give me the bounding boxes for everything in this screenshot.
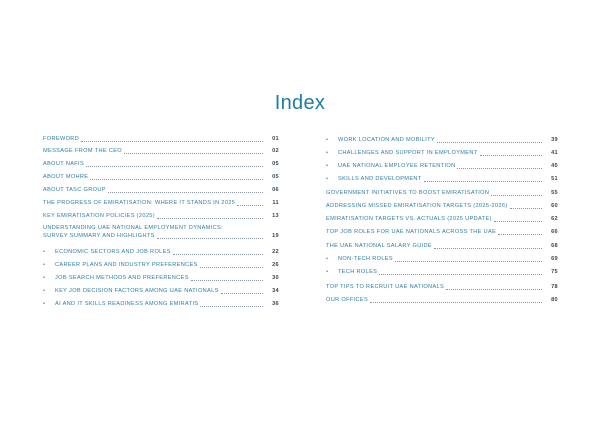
bullet-icon: • xyxy=(326,269,329,275)
index-entry-label: AI AND IT SKILLS READINESS AMONG EMIRATIS xyxy=(55,301,199,307)
dotted-leader xyxy=(446,289,542,290)
index-entry-page-number: 11 xyxy=(272,200,279,206)
index-entry-page-number: 13 xyxy=(272,213,279,219)
index-entry[interactable] xyxy=(43,148,279,156)
bullet-icon: • xyxy=(326,137,329,143)
bullet-icon: • xyxy=(43,288,46,294)
index-entry-page-number: 05 xyxy=(272,174,279,180)
index-entry-page-number: 34 xyxy=(272,288,279,294)
dotted-leader xyxy=(221,293,263,294)
dotted-leader xyxy=(108,192,263,193)
index-entry-label: ABOUT MOHRE xyxy=(43,174,89,180)
dotted-leader xyxy=(86,166,263,167)
index-entry-label: GOVERNMENT INITIATIVES TO BOOST EMIRATISATION xyxy=(326,190,490,196)
index-entry[interactable] xyxy=(43,187,279,195)
index-entry-label: THE UAE NATIONAL SALARY GUIDE xyxy=(326,243,432,249)
index-entry-page-number: 05 xyxy=(272,161,279,167)
index-entry-page-number: 06 xyxy=(272,187,279,193)
dotted-leader xyxy=(200,267,263,268)
index-entry-label: EMIRATISATION TARGETS VS. ACTUALS (2025 UPDATE) xyxy=(326,216,492,222)
index-entry-page-number: 51 xyxy=(551,176,558,182)
bullet-icon: • xyxy=(43,249,46,255)
index-entry-label: ECONOMIC SECTORS AND JOB ROLES xyxy=(55,249,171,255)
index-entry-label: KEY JOB DECISION FACTORS AMONG UAE NATIONALS xyxy=(55,288,219,294)
index-entry-label: JOB SEARCH METHODS AND PREFERENCES xyxy=(55,275,189,281)
index-entry[interactable] xyxy=(326,176,558,184)
index-entry[interactable] xyxy=(326,284,558,292)
index-entry[interactable] xyxy=(326,137,558,145)
index-entry[interactable] xyxy=(43,225,279,240)
index-entry-label: TOP TIPS TO RECRUIT UAE NATIONALS xyxy=(326,284,445,290)
index-entry-label: MESSAGE FROM THE CEO xyxy=(43,148,123,154)
dotted-leader xyxy=(200,306,263,307)
dotted-leader xyxy=(191,280,263,281)
dotted-leader xyxy=(157,238,263,239)
index-entry-page-number: 75 xyxy=(551,269,558,275)
bullet-icon: • xyxy=(326,163,329,169)
index-entry-label: SKILLS AND DEVELOPMENT xyxy=(338,176,422,182)
dotted-leader xyxy=(437,142,542,143)
index-entry-label: ABOUT NAFIS xyxy=(43,161,85,167)
index-entry-page-number: 22 xyxy=(272,249,279,255)
index-entry-page-number: 30 xyxy=(272,275,279,281)
index-entry-page-number: 26 xyxy=(272,262,279,268)
dotted-leader xyxy=(237,205,263,206)
bullet-icon: • xyxy=(326,150,329,156)
bullet-icon: • xyxy=(43,262,46,268)
bullet-icon: • xyxy=(326,256,329,262)
index-entry-label: TECH ROLES xyxy=(338,269,378,275)
index-entry-label: OUR OFFICES xyxy=(326,297,369,303)
dotted-leader xyxy=(494,221,542,222)
index-entry-label: TOP JOB ROLES FOR UAE NATIONALS ACROSS THE UAE xyxy=(326,229,497,235)
dotted-leader xyxy=(457,168,542,169)
index-entry-label: UAE NATIONAL EMPLOYEE RETENTION xyxy=(338,163,456,169)
index-entry[interactable] xyxy=(326,256,558,264)
index-entry[interactable] xyxy=(326,150,558,158)
dotted-leader xyxy=(510,208,542,209)
index-entry-label: CAREER PLANS AND INDUSTRY PREFERENCES xyxy=(55,262,198,268)
dotted-leader xyxy=(370,302,542,303)
index-entry[interactable] xyxy=(326,216,558,224)
dotted-leader xyxy=(424,181,542,182)
index-entry[interactable] xyxy=(326,269,558,277)
index-entry-label: NON-TECH ROLES xyxy=(338,256,393,262)
index-entry-page-number: 69 xyxy=(551,256,558,262)
index-entry-label: KEY EMIRATISATION POLICIES (2025) xyxy=(43,213,155,219)
index-entry[interactable] xyxy=(43,275,279,283)
index-entry[interactable] xyxy=(326,190,558,198)
index-entry[interactable] xyxy=(43,213,279,221)
dotted-leader xyxy=(124,153,263,154)
dotted-leader xyxy=(379,274,542,275)
index-entry-page-number: 02 xyxy=(272,148,279,154)
dotted-leader xyxy=(480,155,542,156)
index-entry-label-line: UNDERSTANDING UAE NATIONAL EMPLOYMENT DYNAMICS: xyxy=(43,225,224,231)
index-entry-page-number: 60 xyxy=(551,203,558,209)
dotted-leader xyxy=(395,261,542,262)
index-entry-label: ABOUT TASC GROUP xyxy=(43,187,106,193)
index-entry-label: SURVEY SUMMARY AND HIGHLIGHTS xyxy=(43,232,155,239)
index-entry-page-number: 45 xyxy=(551,163,558,169)
index-entry[interactable] xyxy=(43,288,279,296)
dotted-leader xyxy=(498,234,542,235)
index-entry-page-number: 62 xyxy=(551,216,558,222)
bullet-icon: • xyxy=(326,176,329,182)
index-entry[interactable] xyxy=(326,243,558,251)
index-entry-page-number: 41 xyxy=(551,150,558,156)
index-entry-page-number: 78 xyxy=(551,284,558,290)
index-entry[interactable] xyxy=(326,203,558,211)
index-entry-page-number: 01 xyxy=(272,136,279,142)
index-entry[interactable] xyxy=(43,301,279,309)
index-entry-page-number: 80 xyxy=(551,297,558,303)
dotted-leader xyxy=(434,248,542,249)
index-entry-page-number: 66 xyxy=(551,229,558,235)
index-entry-label: THE PROGRESS OF EMIRATISATION: WHERE IT STANDS IN 2025 xyxy=(43,200,236,206)
index-entry[interactable] xyxy=(43,136,279,144)
index-entry-label: CHALLENGES AND SUPPORT IN EMPLOYMENT xyxy=(338,150,478,156)
dotted-leader xyxy=(90,179,263,180)
index-title: Index xyxy=(274,92,326,114)
bullet-icon: • xyxy=(43,275,46,281)
index-entry[interactable] xyxy=(326,297,558,305)
index-entry[interactable] xyxy=(43,161,279,169)
bullet-icon: • xyxy=(43,301,46,307)
index-entry[interactable] xyxy=(326,163,558,171)
index-entry-page-number: 19 xyxy=(272,232,279,239)
index-entry-label: ADDRESSING MISSED EMIRATISATION TARGETS (2025-2026) xyxy=(326,203,508,209)
index-entry-label: FOREWORD xyxy=(43,136,80,142)
index-entry[interactable] xyxy=(43,249,279,257)
dotted-leader xyxy=(157,218,263,219)
dotted-leader xyxy=(173,254,263,255)
index-entry-page-number: 68 xyxy=(551,243,558,249)
index-entry[interactable] xyxy=(43,262,279,270)
index-entry-page-number: 55 xyxy=(551,190,558,196)
index-entry[interactable] xyxy=(326,229,558,237)
index-entry[interactable] xyxy=(43,200,279,208)
index-entry-page-number: 36 xyxy=(272,301,279,307)
index-entry[interactable] xyxy=(43,174,279,182)
index-entry-page-number: 39 xyxy=(551,137,558,143)
dotted-leader xyxy=(81,141,263,142)
index-entry-label: WORK LOCATION AND MOBILITY xyxy=(338,137,435,143)
dotted-leader xyxy=(491,195,542,196)
